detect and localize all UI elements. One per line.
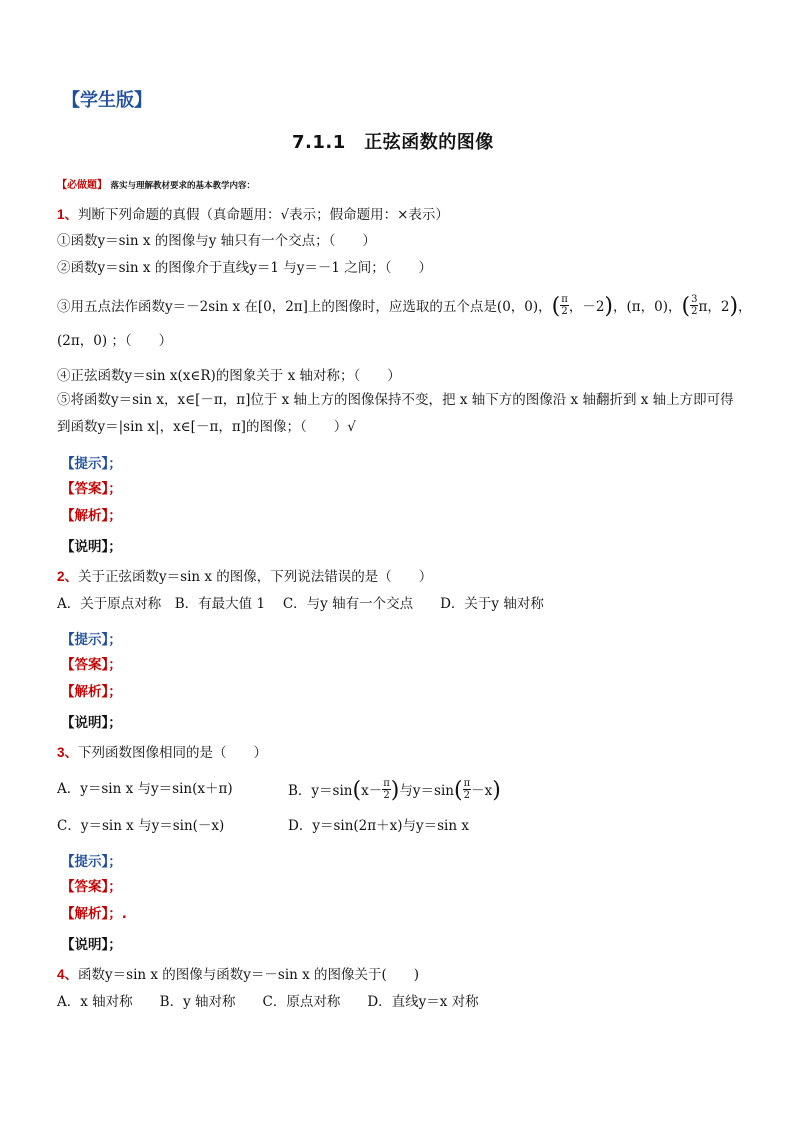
q2-stem-line <box>57 568 432 586</box>
q3-option-b <box>288 777 501 803</box>
q1-item-2: ②函数y＝sin x 的图像介于直线y＝1 与y＝－1 之间；（ ） <box>57 260 433 276</box>
fraction-pi-over-2 <box>560 294 569 317</box>
q3-answer-label: 【答案】； <box>61 879 122 895</box>
fraction-denominator: 2 <box>463 790 471 801</box>
q3-hint-label: 【提示】； <box>61 854 122 870</box>
right-paren: ) <box>604 293 614 319</box>
q4-number: 4、 <box>57 967 79 982</box>
right-paren: ) <box>390 777 400 803</box>
q1-item-3-point-2: ，－2 <box>568 299 605 315</box>
q3-stem: 下列函数图像相同的是（ ） <box>78 745 268 761</box>
q4-stem: 函数y＝sin x 的图像与函数y＝－sin x 的图像关于( ) <box>78 967 420 983</box>
q1-item-5-line-1: ⑤将函数y＝sin x，x∈[－π，π]位于 x 轴上方的图像保持不变，把 x 轴下方的图像沿 x 轴翻折到 x 轴上方即可得 <box>57 392 734 408</box>
version-label: 【学生版】 <box>62 90 152 111</box>
q1-item-3-point-3: ，(π，0)， <box>613 299 682 315</box>
q1-item-4: ④正弦函数y＝sin x(x∈R)的图象关于 x 轴对称；（ ） <box>57 368 401 384</box>
q1-item-5-line-2: 到函数y＝|sin x|，x∈[－π，π]的图像；（ ）√ <box>57 419 356 435</box>
q2-stem: 关于正弦函数y＝sin x 的图像，下列说法错误的是（ ） <box>78 569 433 585</box>
q3-option-d: D．y＝sin(2π＋x)与y＝sin x <box>288 818 469 834</box>
q1-item-1: ①函数y＝sin x 的图像与y 轴只有一个交点；（ ） <box>57 233 376 249</box>
q3-analysis-label: 【解析】；. <box>61 906 127 922</box>
fraction-3-over-2 <box>690 294 698 317</box>
q4-stem-line <box>57 966 419 984</box>
q3-option-a: A．y＝sin x 与y＝sin(x＋π) <box>57 781 233 797</box>
required-section-header <box>57 176 255 191</box>
q3-option-b-mid: 与y＝sin <box>399 783 454 799</box>
q1-hint-label: 【提示】； <box>61 456 122 472</box>
q3-option-b-arg: x－ <box>361 783 383 799</box>
fraction-numerator: π <box>561 294 568 305</box>
q3-explain-label: 【说明】； <box>61 937 122 953</box>
q3-option-b-end: －x <box>471 783 493 799</box>
q1-stem: 判断下列命题的真假（真命题用：√表示；假命题用：×表示） <box>78 207 449 223</box>
q1-analysis-label: 【解析】； <box>61 508 122 524</box>
q3-option-c: C．y＝sin x 与y＝sin(－x) <box>57 818 225 834</box>
required-note: 落实与理解教材要求的基本教学内容： <box>110 181 255 191</box>
fraction-denominator: 2 <box>383 790 390 801</box>
left-paren: ( <box>551 293 561 319</box>
fraction-numerator: π <box>463 778 471 789</box>
fraction-denominator: 2 <box>561 306 568 317</box>
right-paren: ) <box>492 777 501 803</box>
page-title: 7.1.1 正弦函数的图像 <box>292 132 494 153</box>
q1-item-3-line-2: (2π，0) ；（ ） <box>57 333 173 349</box>
q1-stem-line <box>57 206 449 224</box>
q2-explain-label: 【说明】； <box>61 715 122 731</box>
q3-option-b-start: B．y＝sin <box>288 783 353 799</box>
q1-item-3 <box>57 293 752 319</box>
q3-stem-line <box>57 744 267 762</box>
fraction-denominator: 2 <box>691 306 698 317</box>
left-paren: ( <box>453 777 463 803</box>
left-paren: ( <box>681 293 691 319</box>
q2-hint-label: 【提示】； <box>61 632 122 648</box>
fraction-pi-over-2 <box>382 778 391 801</box>
q1-item-3-point-4: π，2 <box>698 299 730 315</box>
left-paren: ( <box>352 777 362 803</box>
q1-answer-label: 【答案】； <box>61 481 122 497</box>
q2-number: 2、 <box>57 569 79 584</box>
right-paren: ) <box>729 293 739 319</box>
q1-item-3-start: ③用五点法作函数y＝－2sin x 在[0，2π]上的图像时，应选取的五个点是(0，0)， <box>57 299 552 315</box>
fraction-pi-over-2 <box>463 778 472 801</box>
q1-number: 1、 <box>57 207 79 222</box>
q3-number: 3、 <box>57 745 79 760</box>
comma: ， <box>738 299 752 315</box>
required-tag: 【必做题】 <box>57 180 107 191</box>
fraction-numerator: 3 <box>691 294 698 305</box>
q4-options: A．x 轴对称 B．y 轴对称 C．原点对称 D．直线y＝x 对称 <box>57 994 479 1010</box>
q2-answer-label: 【答案】； <box>61 657 122 673</box>
q2-analysis-label: 【解析】； <box>61 684 122 700</box>
q1-explain-label: 【说明】； <box>61 539 122 555</box>
q2-options: A．关于原点对称 B．有最大值 1 C．与y 轴有一个交点 D．关于y 轴对称 <box>57 596 544 612</box>
fraction-numerator: π <box>383 778 390 789</box>
